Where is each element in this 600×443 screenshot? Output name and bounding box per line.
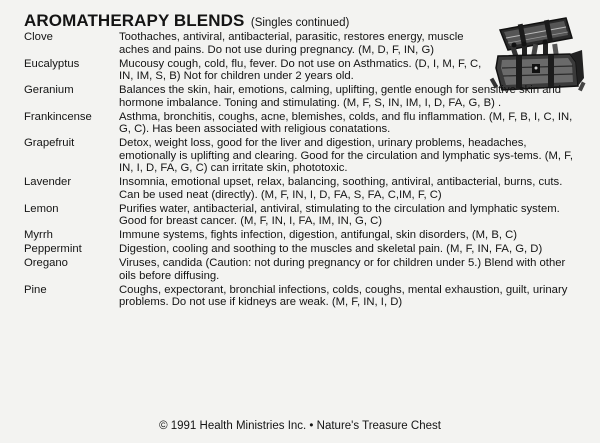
oil-name: Eucalyptus — [24, 57, 80, 70]
oil-description: Balances the skin, hair, emotions, calming, uplifting, gentle enough for sensitive skin and hormone imbalance. Toning and stimulating. (M, F, S, IN, IM, I, D, FA, G, B) . — [119, 84, 562, 109]
list-item — [24, 283, 568, 309]
oil-description: Purifies water, antibacterial, antiviral, stimulating to the circulation and lymphatic system. Good for breast cancer. (M, F, IN, I, FA, IM, IN, G, C) — [119, 202, 560, 227]
oil-name: Geranium — [24, 84, 74, 96]
oil-name: Myrrh — [24, 229, 53, 241]
oil-name: Frankincense — [24, 110, 92, 123]
oil-name: Peppermint — [24, 243, 82, 255]
page-subtitle: (Singles continued) — [250, 17, 350, 29]
oil-name: Oregano — [24, 257, 68, 269]
oil-name: Grapefruit — [24, 137, 75, 149]
oil-description: Coughs, expectorant, bronchial infections, colds, coughs, mental exhaustion, guilt, urinary problems. Do not use if kidneys are weak. (M, F, IN, I, D) — [119, 283, 568, 308]
oil-description: Toothaches, antiviral, antibacterial, parasitic, restores energy, muscle aches and pains. Do not use during pregnancy. (M, D, F, IN, G) — [119, 31, 464, 56]
list-item — [24, 31, 494, 56]
oil-name: Lavender — [24, 176, 72, 188]
list-item — [24, 84, 562, 109]
blend-list — [24, 31, 573, 310]
oil-description: Immune systems, fights infection, digestion, antifungal, skin disorders, (M, B, C) — [119, 229, 518, 241]
list-item — [24, 202, 560, 228]
list-item — [24, 243, 543, 256]
header — [24, 11, 349, 31]
oil-name: Clove — [24, 31, 53, 43]
oil-description: Insomnia, emotional upset, relax, balancing, soothing, antiviral, antibacterial, burns, cuts. Can be used neat (directly). (M, F, IN, I, D, FA, S, FA, C,IM, F, C) — [119, 176, 563, 201]
oil-description: Viruses, candida (Caution: not during pregnancy or for children under 5.) Blend with other oils before diffusing. — [119, 257, 566, 282]
oil-description: Digestion, cooling and soothing to the muscles and skeletal pain. (M, F, IN, FA, G, D) — [119, 243, 543, 255]
list-item — [24, 58, 494, 83]
list-item — [24, 176, 563, 201]
list-item — [24, 137, 573, 175]
list-item — [24, 257, 566, 282]
oil-name: Lemon — [24, 202, 59, 215]
list-item — [24, 110, 573, 136]
oil-description: Asthma, bronchitis, coughs, acne, blemishes, colds, and flu inflammation. (M, F, B, I, C, IN, G, C). Has been associated with religious conatations. — [119, 110, 573, 135]
page-title: AROMATHERAPY BLENDS — [24, 11, 245, 30]
copyright-footer: © 1991 Health Ministries Inc. • Nature's Treasure Chest — [159, 420, 441, 432]
list-item — [24, 229, 518, 242]
oil-description: Mucousy cough, cold, flu, fever. Do not use on Asthmatics. (D, I, M, F, C, IN, IM, S, B) Not for children under 2 years old. — [119, 57, 482, 82]
oil-description: Detox, weight loss, good for the liver and digestion, urinary problems, headaches, emotionally is uplifting and clearing. Good for the circulation and lymphatic sys-tems. (M, F, IN, I, D, FA, G, C) can irritate skin, phototoxic. — [119, 137, 573, 174]
treasure-chest-icon — [486, 16, 590, 94]
oil-name: Pine — [24, 283, 47, 296]
